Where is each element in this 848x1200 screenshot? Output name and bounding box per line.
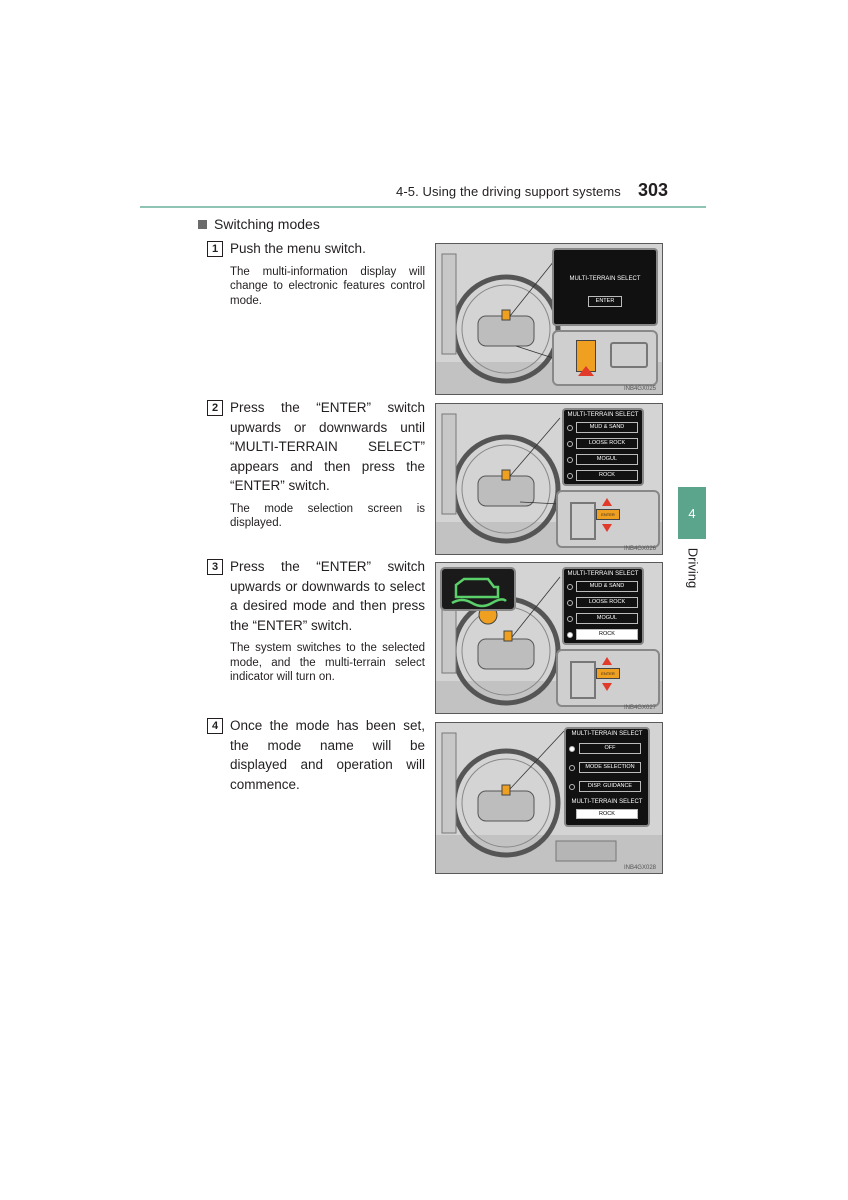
- display-screen: [562, 408, 644, 486]
- switch-panel: [570, 661, 596, 699]
- mode-name-display: ROCK: [576, 809, 638, 819]
- figure-code: INB4GX028: [623, 865, 656, 871]
- step-text: Press the “ENTER” switch upwards or downwards to select a desired mode and then press the “ENTER” switch.: [230, 559, 425, 633]
- switch-panel: [610, 342, 648, 368]
- chapter-label: Driving: [685, 547, 701, 589]
- step-text: Press the “ENTER” switch upwards or downwards until “MULTI-TERRAIN SELECT” appears and then press the “ENTER” switch.: [230, 400, 425, 493]
- display-screen: [552, 248, 658, 326]
- page-number: 303: [638, 180, 669, 200]
- radio-dot: [567, 600, 573, 606]
- menu-item: DISP. GUIDANCE: [579, 781, 641, 792]
- radio-dot-selected: [567, 632, 573, 638]
- indicator-closeup: [440, 567, 516, 611]
- menu-item: LOOSE ROCK: [576, 597, 638, 608]
- arrow-up-icon: [602, 498, 612, 506]
- step-text: Once the mode has been set, the mode name will be displayed and operation will commence.: [230, 718, 425, 792]
- chapter-tab: 4: [678, 487, 706, 539]
- radio-dot: [569, 784, 575, 790]
- header-divider: [140, 206, 706, 208]
- figure-menu-switch: [435, 243, 663, 395]
- step-number: 3: [207, 559, 223, 575]
- figure-select-mode: [435, 562, 663, 714]
- screen-title: MULTI-TERRAIN SELECT: [569, 276, 641, 282]
- arrow-down-icon: [602, 683, 612, 691]
- figure-code: INB4GX026: [623, 546, 656, 552]
- menu-item: MUD & SAND: [576, 581, 638, 592]
- enter-button: ENTER: [588, 296, 622, 307]
- radio-dot: [567, 584, 573, 590]
- arrow-up-icon: [578, 366, 594, 376]
- step-1: [207, 239, 425, 308]
- step-4: [207, 716, 425, 794]
- radio-dot: [567, 616, 573, 622]
- screen-title: MULTI-TERRAIN SELECT: [567, 571, 639, 577]
- radio-dot-selected: [569, 746, 575, 752]
- menu-item: MOGUL: [576, 613, 638, 624]
- switch-closeup: [556, 649, 660, 707]
- radio-dot: [567, 473, 573, 479]
- figure-select-menu: [435, 403, 663, 555]
- screen-title: MULTI-TERRAIN SELECT: [571, 731, 643, 737]
- figure-code: INB4GX025: [623, 386, 656, 392]
- menu-item-selected: ROCK: [576, 629, 638, 640]
- switch-closeup: [552, 330, 658, 386]
- display-screen: [562, 567, 644, 645]
- arrow-up-icon: [602, 657, 612, 665]
- step-number: 1: [207, 241, 223, 257]
- step-note: The system switches to the selected mode, and the multi-terrain select indicator will turn on.: [230, 642, 425, 683]
- square-bullet-icon: [198, 220, 207, 229]
- radio-dot: [567, 441, 573, 447]
- step-2: [207, 398, 425, 531]
- radio-dot: [567, 457, 573, 463]
- running-header: 4-5. Using the driving support systems: [396, 184, 621, 199]
- step-3: [207, 557, 425, 685]
- section-heading: [198, 216, 320, 232]
- menu-item: LOOSE ROCK: [576, 438, 638, 449]
- radio-dot: [569, 765, 575, 771]
- switch-closeup: [556, 490, 660, 548]
- menu-item: MUD & SAND: [576, 422, 638, 433]
- section-title: Switching modes: [214, 216, 320, 232]
- display-screen: [564, 727, 650, 827]
- screen-title: MULTI-TERRAIN SELECT: [567, 412, 639, 418]
- switch-panel: [570, 502, 596, 540]
- enter-switch: ENTER: [596, 668, 620, 679]
- menu-item: MODE SELECTION: [579, 762, 641, 773]
- menu-item: OFF: [579, 743, 641, 754]
- menu-item: ROCK: [576, 470, 638, 481]
- menu-item: MOGUL: [576, 454, 638, 465]
- arrow-down-icon: [602, 524, 612, 532]
- enter-switch: ENTER: [596, 509, 620, 520]
- multi-terrain-indicator-icon: [442, 569, 514, 609]
- figure-mode-set: [435, 722, 663, 874]
- figure-code: INB4GX027: [623, 705, 656, 711]
- radio-dot: [567, 425, 573, 431]
- footer-title: MULTI-TERRAIN SELECT: [571, 799, 643, 805]
- step-text: Push the menu switch.: [230, 241, 366, 256]
- step-note: The multi-information display will change to electronic features control mode.: [230, 265, 425, 307]
- step-number: 4: [207, 718, 223, 734]
- step-note: The mode selection screen is displayed.: [230, 502, 425, 529]
- step-number: 2: [207, 400, 223, 416]
